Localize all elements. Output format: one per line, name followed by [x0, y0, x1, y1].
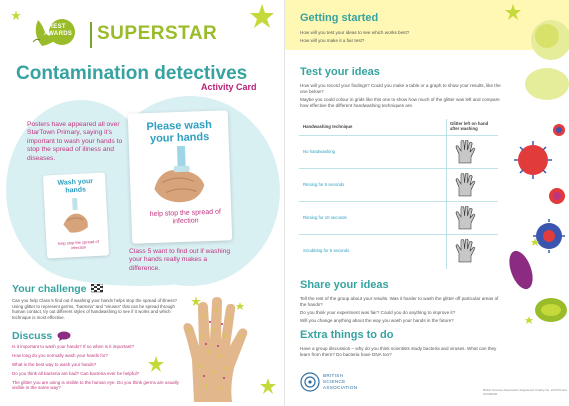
discuss-question: Is it important to wash your hands? If so when is it important? [12, 344, 135, 349]
right-page [285, 0, 569, 406]
table-cell-technique: Scrubbing for 5 seconds [303, 248, 350, 253]
test-ideas-para-2: Maybe you could colour in grids like this one to show how much of the glitter was left and compare how effective the different handwashing techniques are. [300, 97, 500, 108]
glitter-hand-illustration [180, 296, 252, 404]
hands-washing-icon [147, 145, 215, 209]
logo-divider [90, 22, 92, 48]
challenge-heading [12, 283, 103, 295]
getting-started-heading: Getting started [300, 12, 379, 24]
table-cell-technique: No handwashing [303, 149, 336, 154]
star-icon [260, 378, 276, 394]
poster-large-heading: Please wash your hands [146, 118, 213, 146]
table-header-technique: Handwashing technique [303, 124, 353, 129]
hand-grid-icon [455, 239, 476, 263]
poster-large-tagline: help stop the spread of infection [149, 208, 221, 226]
star-icon [525, 316, 533, 324]
page-title: Contamination detectives [16, 63, 248, 84]
virus-purple-icon [549, 188, 565, 204]
share-ideas-line: Tell the rest of the group about your results. Was it harder to wash the glitter off particular areas of the hands? [300, 296, 499, 307]
star-icon [505, 4, 521, 20]
discuss-question: The glitter you are using is visible to the human eye. Do you think germs are usually visible in the same way? [12, 380, 179, 391]
bacteria-purple-icon [505, 248, 537, 292]
footer-charity-text: British Science Association Registered Charity No. 212479 and SC039236 [483, 388, 567, 396]
left-page [0, 0, 284, 406]
hands-washing-icon [58, 197, 94, 237]
challenge-heading-text: Your challenge [12, 283, 87, 295]
poster-wash-hands-small [43, 172, 109, 258]
discuss-heading-text: Discuss [12, 330, 53, 342]
table-cell-technique: Rinsing for 5 seconds [303, 182, 345, 187]
speech-bubble-icon [57, 331, 71, 341]
virus-small-icon [553, 124, 565, 136]
discuss-question: What is the best way to wash your hands? [12, 362, 97, 367]
extra-things-heading: Extra things to do [300, 329, 394, 341]
table-cell-technique: Rinsing for 10 seconds [303, 215, 347, 220]
share-ideas-line: Do you think your experiment was fair? Could you do anything to improve it? [300, 310, 456, 315]
extra-things-text: Have a group discussion – why do you think scientists study bacteria and viruses. What can they learn from them? Do bacteria have DNA too? [300, 346, 497, 357]
crest-line-1: CREST [44, 24, 66, 30]
star-icon [11, 10, 21, 20]
discuss-heading [12, 330, 71, 342]
bsa-line-2: SCIENCE [323, 379, 346, 384]
virus-blue-icon [533, 219, 565, 253]
discuss-question: How long do you normally wash your hands for? [12, 353, 109, 358]
page-subtitle: Activity Card [201, 82, 257, 92]
bsa-line-3: ASSOCIATION [323, 385, 358, 390]
discuss-question: Do you think all bacteria are bad? Can bacteria ever be helpful? [12, 371, 140, 376]
table-header-row [299, 119, 498, 136]
share-ideas-heading: Share your ideas [300, 279, 389, 291]
bsa-line-1: BRITISH [323, 373, 344, 378]
star-icon [148, 356, 164, 372]
table-header-glitter: Glitter left on hand after washing [450, 121, 489, 132]
getting-started-line: How will you test your ideas to see which works best? [300, 30, 410, 35]
virus-red-icon [514, 141, 552, 179]
bsa-logo-icon [300, 372, 320, 392]
challenge-text: Can you help Class 5 find out if washing your hands helps stop the spread of illness? Using glitter to represent germs, "bacteria" and "viruses" that can be spread through human contact, try out different styles of handwashing to see if it works and which technique is most effective. [12, 298, 177, 320]
results-table [299, 119, 498, 269]
poster-small-tagline: help stop the spread of infection [57, 238, 99, 251]
brand-superstar: SUPERSTAR [97, 23, 218, 44]
class5-text: Class 5 want to find out if washing your hands really makes a difference. [129, 248, 231, 272]
getting-started-line: How will you make it a fair test? [300, 38, 365, 43]
test-ideas-heading: Test your ideas [300, 66, 380, 78]
crest-line-2: AWARDS [44, 31, 73, 37]
star-icon [250, 4, 274, 28]
poster-small-heading: Wash your hands [57, 178, 94, 195]
hand-grid-icon [455, 206, 476, 230]
share-ideas-line: Will you change anything about the way you wash your hands in the future? [300, 318, 454, 323]
checkered-flag-icon [91, 284, 103, 294]
hand-grid-icon [455, 140, 476, 164]
intro-text: Posters have appeared all over StarTown Primary, saying it's important to wash your hands to stop the spread of illness and diseases. [27, 121, 123, 162]
hand-grid-icon [455, 173, 476, 197]
poster-wash-hands-large [128, 110, 232, 243]
crest-logo-text [44, 24, 72, 38]
test-ideas-para-1: How will you record your findings? Could you make a table or a graph to show your results, like the one below? [300, 83, 501, 94]
